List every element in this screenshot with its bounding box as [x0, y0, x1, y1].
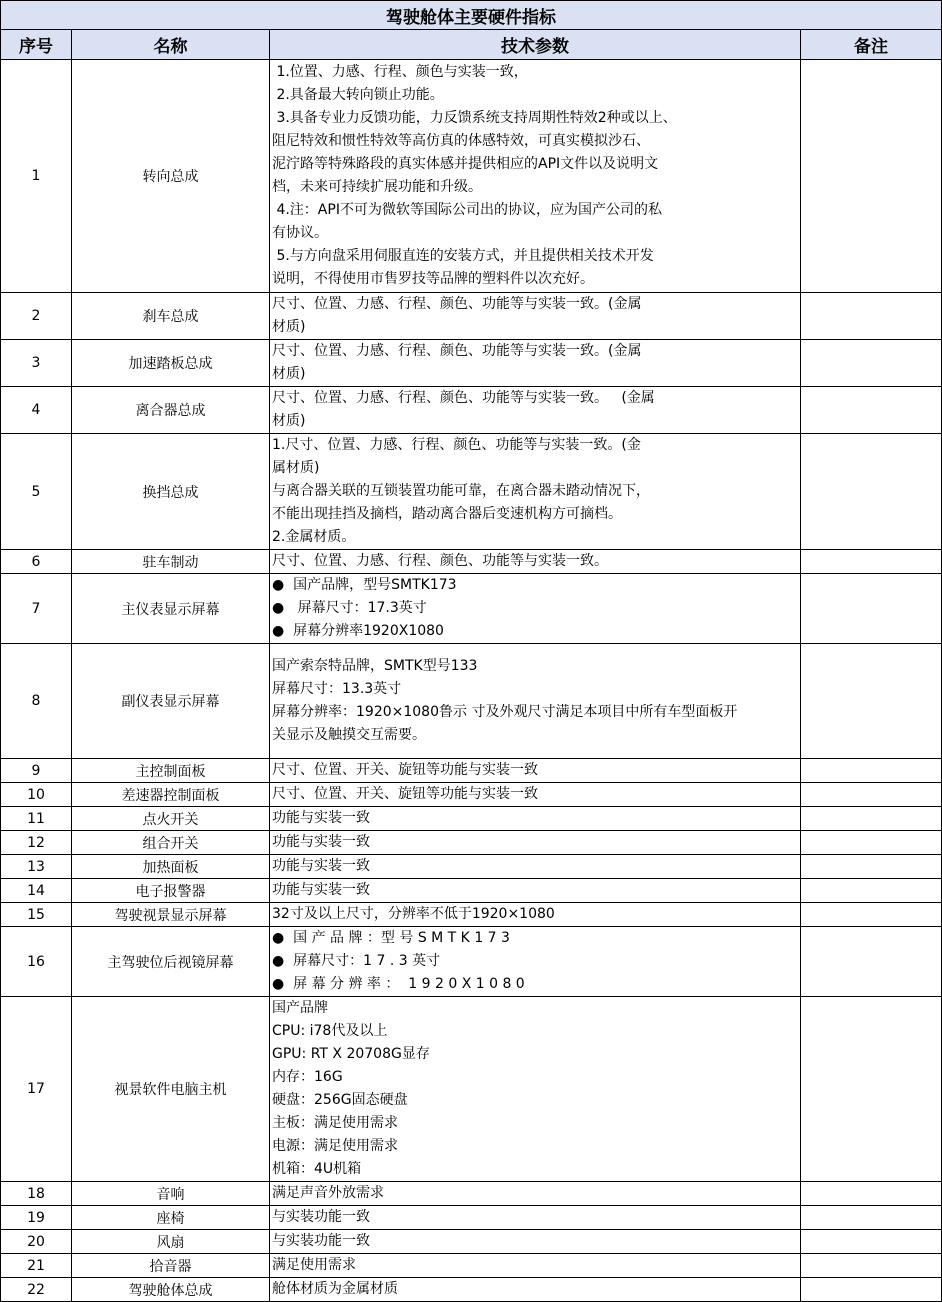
cell-note — [801, 759, 942, 783]
cell-note — [801, 1254, 942, 1278]
cell-seq: 9 — [1, 759, 72, 783]
cell-seq: 21 — [1, 1254, 72, 1278]
param-line: 功能与实装一致 — [272, 858, 370, 874]
cell-param — [270, 879, 801, 903]
param-line: 内存：16G — [272, 1069, 343, 1085]
param-line: 尺寸、位置、力感、行程、颜色、功能等与实装一致。 (金属 — [272, 390, 655, 406]
param-line: 功能与实装一致 — [272, 834, 370, 850]
param-line: 满足声音外放需求 — [272, 1185, 384, 1201]
table-row — [1, 574, 942, 644]
param-line: 尺寸、位置、开关、旋钮等功能与实装一致 — [272, 762, 538, 778]
cell-note — [801, 997, 942, 1182]
cell-note — [801, 927, 942, 997]
cell-note — [801, 644, 942, 759]
cell-name: 拾音器 — [72, 1254, 270, 1278]
cell-seq: 5 — [1, 434, 72, 550]
cell-name: 驾驶舱体总成 — [72, 1278, 270, 1302]
table-row — [1, 293, 942, 340]
cell-name: 驻车制动 — [72, 550, 270, 574]
param-line: ● 国产品牌，型号SMTK173 — [272, 577, 457, 593]
header-param: 技术参数 — [270, 30, 801, 60]
table-title: 驾驶舱体主要硬件指标 — [1, 1, 942, 30]
cell-note — [801, 807, 942, 831]
param-line: 4.注：API不可为微软等国际公司出的协议，应为国产公司的私 — [272, 202, 662, 218]
param-line: 功能与实装一致 — [272, 810, 370, 826]
cell-name: 电子报警器 — [72, 879, 270, 903]
table-row — [1, 1278, 942, 1302]
table-row — [1, 807, 942, 831]
cell-seq: 1 — [1, 60, 72, 293]
cell-param — [270, 1254, 801, 1278]
cell-param — [270, 293, 801, 340]
cell-name: 转向总成 — [72, 60, 270, 293]
table-row — [1, 60, 942, 293]
cell-param — [270, 550, 801, 574]
param-line: 国产品牌 — [272, 1000, 328, 1016]
param-line: 关显示及触摸交互需要。 — [272, 727, 426, 743]
param-line: 档，未来可持续扩展功能和升级。 — [272, 179, 482, 195]
table-row — [1, 831, 942, 855]
cell-param — [270, 574, 801, 644]
cell-param — [270, 434, 801, 550]
param-line: 材质) — [272, 366, 306, 382]
header-seq: 序号 — [1, 30, 72, 60]
cell-note — [801, 831, 942, 855]
cell-name: 组合开关 — [72, 831, 270, 855]
param-line: 主板：满足使用需求 — [272, 1115, 398, 1131]
cell-note — [801, 903, 942, 927]
cell-param — [270, 997, 801, 1182]
cell-seq: 15 — [1, 903, 72, 927]
table-body — [1, 60, 942, 1302]
cell-note — [801, 60, 942, 293]
table-row — [1, 783, 942, 807]
cell-param — [270, 1182, 801, 1206]
param-line: ● 屏 幕 分 辨 率 ： 1 9 2 0 X 1 0 8 0 — [272, 976, 525, 992]
cell-name: 刹车总成 — [72, 293, 270, 340]
cell-seq: 19 — [1, 1206, 72, 1230]
param-line: 尺寸、位置、力感、行程、颜色、功能等与实装一致。 — [272, 553, 608, 569]
param-line: 电源：满足使用需求 — [272, 1138, 398, 1154]
cell-seq: 22 — [1, 1278, 72, 1302]
cell-seq: 20 — [1, 1230, 72, 1254]
param-line: 材质) — [272, 319, 306, 335]
cell-seq: 8 — [1, 644, 72, 759]
cell-param — [270, 831, 801, 855]
cell-param — [270, 387, 801, 434]
cell-param — [270, 807, 801, 831]
cell-note — [801, 340, 942, 387]
cell-param — [270, 644, 801, 759]
cell-note — [801, 1230, 942, 1254]
param-line: CPU: i78代及以上 — [272, 1023, 388, 1039]
cell-param — [270, 759, 801, 783]
cell-param — [270, 1230, 801, 1254]
cell-seq: 13 — [1, 855, 72, 879]
param-line: 舱体材质为金属材质 — [272, 1281, 398, 1297]
table-row — [1, 1182, 942, 1206]
param-line: ● 屏幕分辨率1920X1080 — [272, 623, 444, 639]
cell-param — [270, 927, 801, 997]
cell-note — [801, 855, 942, 879]
param-line: 与实装功能一致 — [272, 1233, 370, 1249]
cell-note — [801, 879, 942, 903]
cell-seq: 10 — [1, 783, 72, 807]
table-row — [1, 997, 942, 1182]
cell-seq: 16 — [1, 927, 72, 997]
header-name: 名称 — [72, 30, 270, 60]
param-line: 屏幕分辨率：1920×1080鲁示 寸及外观尺寸满足本项目中所有车型面板开 — [272, 704, 738, 720]
cell-note — [801, 550, 942, 574]
param-line: 硬盘：256G固态硬盘 — [272, 1092, 408, 1108]
param-line: 机箱：4U机箱 — [272, 1161, 362, 1177]
table-row — [1, 759, 942, 783]
header-note: 备注 — [801, 30, 942, 60]
cell-name: 座椅 — [72, 1206, 270, 1230]
cell-name: 驾驶视景显示屏幕 — [72, 903, 270, 927]
table-row — [1, 644, 942, 759]
table-row — [1, 434, 942, 550]
cell-param — [270, 1206, 801, 1230]
cell-name: 加热面板 — [72, 855, 270, 879]
param-line: 尺寸、位置、力感、行程、颜色、功能等与实装一致。(金属 — [272, 296, 642, 312]
cell-note — [801, 293, 942, 340]
param-line: 说明，不得使用市售罗技等品牌的塑料件以次充好。 — [272, 271, 594, 287]
param-line: 与实装功能一致 — [272, 1209, 370, 1225]
param-line: 尺寸、位置、力感、行程、颜色、功能等与实装一致。(金属 — [272, 343, 642, 359]
param-line: 1.尺寸、位置、力感、行程、颜色、功能等与实装一致。(金 — [272, 437, 641, 453]
table-row — [1, 550, 942, 574]
cell-seq: 18 — [1, 1182, 72, 1206]
param-line: 有协议。 — [272, 225, 328, 241]
cell-note — [801, 434, 942, 550]
cell-note — [801, 783, 942, 807]
cell-name: 差速器控制面板 — [72, 783, 270, 807]
cell-param — [270, 1278, 801, 1302]
param-line: 2.金属材质。 — [272, 529, 356, 545]
table-row — [1, 903, 942, 927]
cell-seq: 4 — [1, 387, 72, 434]
cell-seq: 7 — [1, 574, 72, 644]
cell-note — [801, 1206, 942, 1230]
param-line: ● 屏幕尺寸：17.3英寸 — [272, 600, 427, 616]
cell-param — [270, 783, 801, 807]
table-row — [1, 879, 942, 903]
cell-param — [270, 60, 801, 293]
param-line: 1.位置、力感、行程、颜色与实装一致， — [272, 64, 528, 80]
param-line: 功能与实装一致 — [272, 882, 370, 898]
param-line: 阻尼特效和惯性特效等高仿真的体感特效，可真实模拟沙石、 — [272, 133, 650, 149]
table-row — [1, 927, 942, 997]
param-line: ● 屏幕尺寸：1 7 . 3 英寸 — [272, 953, 441, 969]
cell-name: 视景软件电脑主机 — [72, 997, 270, 1182]
table-row — [1, 340, 942, 387]
param-line: 国产索奈特品牌，SMTK型号133 — [272, 658, 478, 674]
cell-name: 加速踏板总成 — [72, 340, 270, 387]
param-line: 2.具备最大转向锁止功能。 — [272, 87, 444, 103]
cell-seq: 11 — [1, 807, 72, 831]
param-line: ● 国 产 品 牌 ：型 号 S M T K 1 7 3 — [272, 930, 510, 946]
cell-name: 音响 — [72, 1182, 270, 1206]
cell-seq: 3 — [1, 340, 72, 387]
table-row — [1, 855, 942, 879]
cell-note — [801, 574, 942, 644]
cell-name: 风扇 — [72, 1230, 270, 1254]
param-line: 材质) — [272, 413, 306, 429]
param-line: 5.与方向盘采用伺服直连的安装方式，并且提供相关技术开发 — [272, 248, 654, 264]
param-line: 满足使用需求 — [272, 1257, 356, 1273]
param-line: 3.具备专业力反馈功能，力反馈系统支持周期性特效2种或以上、 — [272, 110, 677, 126]
param-line: 与离合器关联的互锁装置功能可靠，在离合器未踏动情况下， — [272, 483, 650, 499]
cell-seq: 17 — [1, 997, 72, 1182]
cell-note — [801, 387, 942, 434]
cell-seq: 14 — [1, 879, 72, 903]
cell-param — [270, 903, 801, 927]
cell-name: 主控制面板 — [72, 759, 270, 783]
param-line: 尺寸、位置、开关、旋钮等功能与实装一致 — [272, 786, 538, 802]
cell-param — [270, 340, 801, 387]
param-line: 属材质) — [272, 460, 320, 476]
table-row — [1, 1254, 942, 1278]
cell-seq: 2 — [1, 293, 72, 340]
cell-name: 离合器总成 — [72, 387, 270, 434]
cell-name: 主仪表显示屏幕 — [72, 574, 270, 644]
table-row — [1, 387, 942, 434]
param-line: GPU: RT X 20708G显存 — [272, 1046, 430, 1062]
cell-param — [270, 855, 801, 879]
cell-name: 换挡总成 — [72, 434, 270, 550]
param-line: 屏幕尺寸：13.3英寸 — [272, 681, 402, 697]
cell-note — [801, 1182, 942, 1206]
cell-note — [801, 1278, 942, 1302]
param-line: 32寸及以上尺寸，分辨率不低于1920×1080 — [272, 906, 555, 922]
param-line: 泥泞路等特殊路段的真实体感并提供相应的API文件以及说明文 — [272, 156, 659, 172]
table-row — [1, 1230, 942, 1254]
cell-seq: 12 — [1, 831, 72, 855]
cell-seq: 6 — [1, 550, 72, 574]
cell-name: 主驾驶位后视镜屏幕 — [72, 927, 270, 997]
param-line: 不能出现挂挡及摘档，踏动离合器后变速机构方可摘档。 — [272, 506, 622, 522]
cell-name: 副仪表显示屏幕 — [72, 644, 270, 759]
table-row — [1, 1206, 942, 1230]
cell-name: 点火开关 — [72, 807, 270, 831]
